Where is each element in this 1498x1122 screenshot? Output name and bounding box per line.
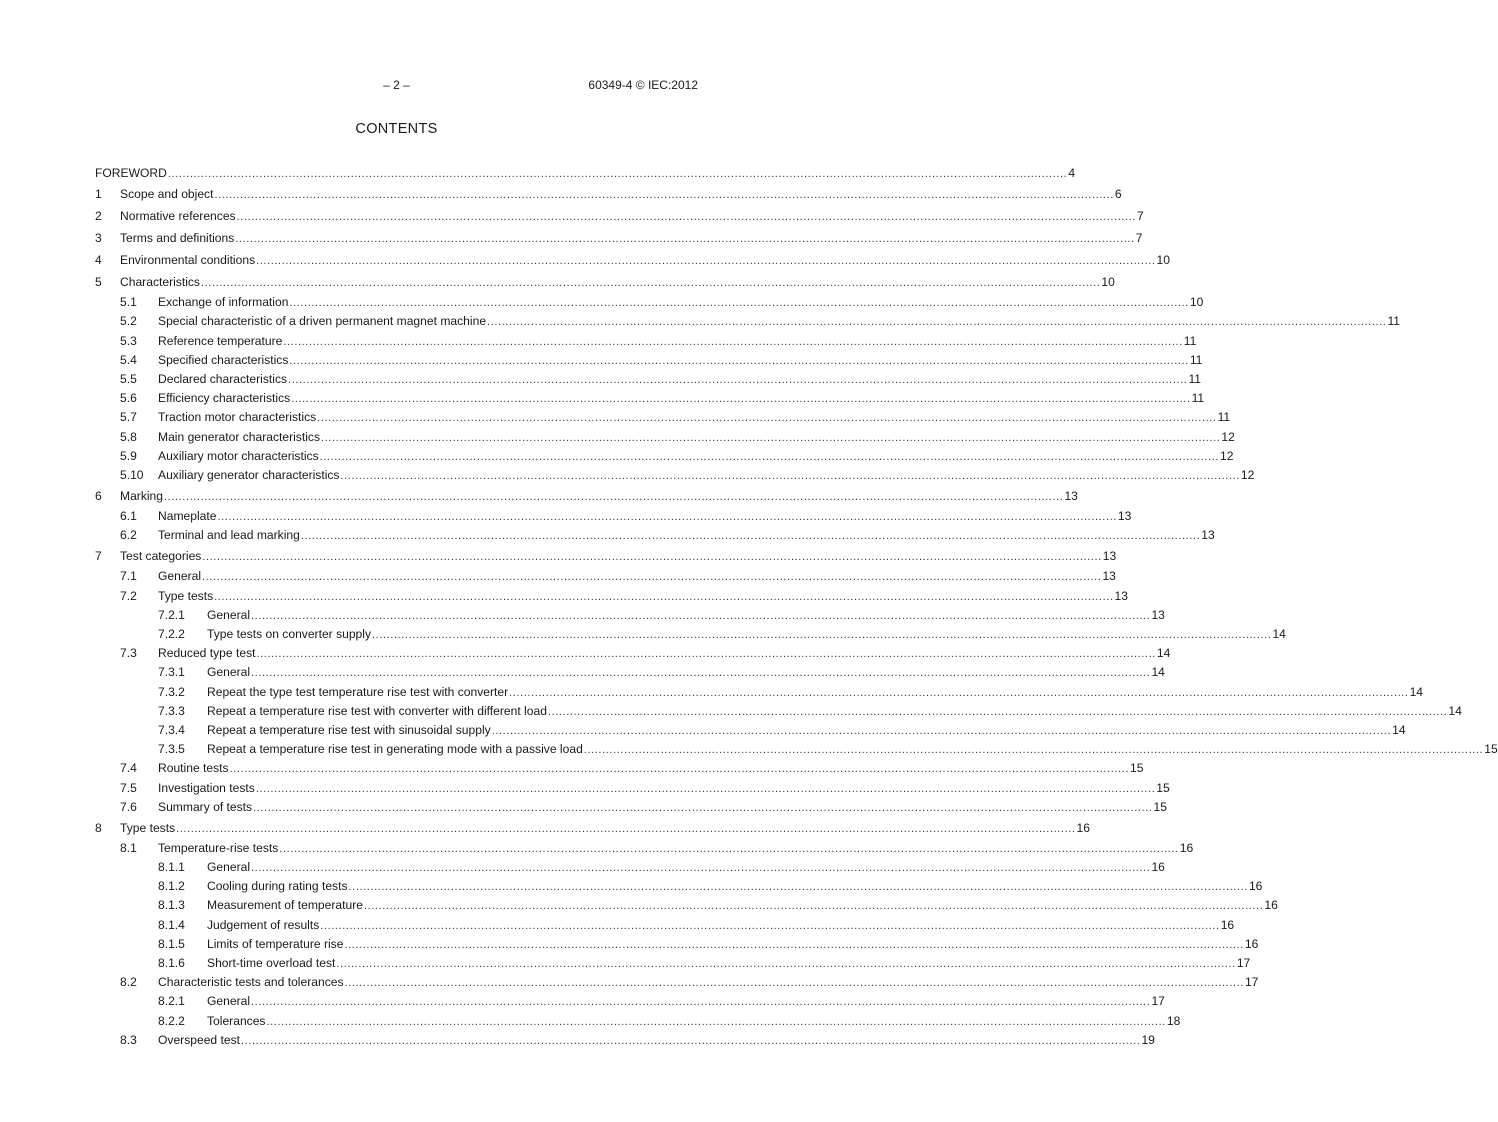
toc-entry-number: 7.3.2 xyxy=(158,684,185,699)
toc-dot-leader xyxy=(320,429,1220,448)
toc-entry-page: 10 xyxy=(1189,295,1204,310)
toc-dot-leader xyxy=(213,588,1113,607)
toc-entry-title: Traction motor characteristics xyxy=(158,410,317,425)
toc-entry-title: Environmental conditions xyxy=(120,253,256,268)
toc-entry-page: 14 xyxy=(1448,703,1462,718)
toc-entry-page: 18 xyxy=(1166,1013,1181,1028)
toc-entry-page: 16 xyxy=(1220,917,1235,932)
toc-entry-title: Special characteristic of a driven permanent magnet machine xyxy=(158,314,487,329)
toc-entry-title: Exchange of information xyxy=(158,295,289,310)
toc-entry-number: 5.7 xyxy=(120,410,137,425)
toc-entry-title: Type tests on converter supply xyxy=(207,627,372,641)
toc-entry[interactable] xyxy=(95,935,1259,954)
toc-dot-leader xyxy=(250,993,1150,1012)
toc-dot-leader xyxy=(363,897,1263,916)
toc-entry-page: 13 xyxy=(1117,509,1132,524)
toc-entry-page: 13 xyxy=(1102,569,1116,584)
toc-entry-page: 15 xyxy=(1130,761,1144,776)
toc-entry-page: 10 xyxy=(1101,275,1115,290)
toc-entry-title: Temperature-rise tests xyxy=(158,840,279,855)
toc-entry-title: Measurement of temperature xyxy=(207,898,363,913)
toc-entry-title: Reference temperature xyxy=(158,333,283,348)
toc-entry-number: 5.10 xyxy=(120,467,144,482)
toc-entry-page: 16 xyxy=(1076,820,1090,835)
toc-entry[interactable] xyxy=(95,644,1171,663)
toc-entry-page: 13 xyxy=(1064,489,1078,504)
toc-entry[interactable] xyxy=(95,896,1278,915)
toc-entry-title: Repeat a temperature rise test with sinusoidal supply xyxy=(207,722,491,737)
toc-entry-page: 16 xyxy=(1151,860,1165,875)
toc-entry-page: 14 xyxy=(1272,627,1286,641)
toc-entry-page: 16 xyxy=(1264,898,1278,913)
toc-entry-title: Marking xyxy=(120,489,164,504)
toc-entry-page: 11 xyxy=(1191,391,1205,406)
toc-entry-number: 7.3.1 xyxy=(158,665,185,680)
toc-entry-number: 7.3.5 xyxy=(158,742,185,757)
toc-entry-number: 6 xyxy=(95,489,102,504)
toc-entry-title: Characteristic tests and tolerances xyxy=(158,975,344,990)
toc-entry-page: 14 xyxy=(1156,646,1171,661)
toc-entry-number: 7.4 xyxy=(120,761,137,776)
toc-entry[interactable] xyxy=(95,916,1235,935)
toc-dot-leader xyxy=(491,722,1391,741)
toc-dot-leader xyxy=(201,568,1101,587)
toc-entry-number: 8.1.6 xyxy=(158,956,185,970)
toc-entry[interactable] xyxy=(95,683,1424,702)
toc-entry-number: 7.1 xyxy=(120,569,137,584)
toc-entry-page: 15 xyxy=(1153,799,1167,814)
toc-entry-title: Characteristics xyxy=(120,275,200,290)
toc-entry[interactable] xyxy=(95,858,1165,877)
toc-entry-title: General xyxy=(207,607,251,622)
toc-entry[interactable] xyxy=(95,817,1090,839)
toc-dot-leader xyxy=(217,508,1117,527)
toc-entry-number: 7.2 xyxy=(120,588,137,603)
toc-entry-number: 5.3 xyxy=(120,333,137,348)
toc-entry-page: 7 xyxy=(1135,231,1143,246)
toc-dot-leader xyxy=(344,974,1244,993)
toc-entry-number: 8.1.3 xyxy=(158,898,185,913)
toc-entry[interactable] xyxy=(95,1012,1181,1031)
toc-dot-leader xyxy=(290,390,1190,409)
toc-dot-leader xyxy=(167,165,1067,184)
toc-entry[interactable] xyxy=(95,227,1143,249)
toc-dot-leader xyxy=(282,333,1182,352)
toc-entry-page: 12 xyxy=(1221,429,1235,444)
toc-entry-number: 8.1.2 xyxy=(158,879,185,894)
toc-entry-page: 13 xyxy=(1151,607,1165,622)
toc-entry-title: Repeat a temperature rise test with converter with different load xyxy=(207,703,547,718)
toc-dot-leader xyxy=(288,352,1188,371)
toc-entry-page: 12 xyxy=(1220,448,1234,463)
toc-entry[interactable] xyxy=(95,1031,1155,1050)
toc-entry[interactable] xyxy=(95,271,1115,293)
toc-dot-leader xyxy=(348,878,1248,897)
toc-entry-title: Short-time overload test xyxy=(207,956,336,970)
toc-dot-leader xyxy=(200,272,1100,294)
toc-entry-number: 8 xyxy=(95,820,102,835)
toc-entry-number: 8.1.5 xyxy=(158,936,185,951)
toc-dot-leader xyxy=(175,818,1075,840)
toc-entry-page: 4 xyxy=(1068,166,1076,180)
toc-dot-leader xyxy=(201,546,1101,568)
toc-dot-leader xyxy=(319,448,1219,467)
toc-entry[interactable] xyxy=(95,625,1286,644)
toc-entry-page: 17 xyxy=(1236,956,1251,970)
toc-entry-page: 11 xyxy=(1189,352,1203,367)
toc-entry-title: General xyxy=(207,994,251,1009)
toc-entry-title: Declared characteristics xyxy=(158,371,288,386)
toc-entry-number: 6.2 xyxy=(120,528,137,543)
toc-entry-number: 5.1 xyxy=(120,295,137,310)
toc-entry-title: Test categories xyxy=(120,549,202,564)
toc-entry[interactable] xyxy=(95,567,1116,586)
toc-dot-leader xyxy=(547,703,1447,722)
toc-entry-page: 12 xyxy=(1240,467,1255,482)
toc-dot-leader xyxy=(250,859,1150,878)
toc-entry[interactable] xyxy=(95,507,1132,526)
toc-entry-page: 11 xyxy=(1183,333,1197,348)
toc-entry-number: 5.6 xyxy=(120,391,137,406)
page-number: – 2 – xyxy=(383,78,410,92)
toc-entry-number: 8.2.2 xyxy=(158,1013,185,1028)
toc-dot-leader xyxy=(319,917,1219,936)
toc-entry-title: Judgement of results xyxy=(207,917,320,932)
toc-entry-title: Efficiency characteristics xyxy=(158,391,291,406)
toc-entry[interactable] xyxy=(95,183,1122,205)
standard-reference: 60349-4 © IEC:2012 xyxy=(588,78,698,92)
toc-entry-number: 7 xyxy=(95,549,102,564)
toc-dot-leader xyxy=(343,936,1243,955)
toc-entry-page: 17 xyxy=(1244,975,1259,990)
toc-entry[interactable] xyxy=(95,973,1259,992)
toc-dot-leader xyxy=(250,664,1150,683)
toc-entry[interactable] xyxy=(95,663,1165,682)
toc-entry-number: 5.5 xyxy=(120,371,137,386)
page-title: CONTENTS xyxy=(355,121,438,137)
toc-dot-leader xyxy=(300,527,1200,546)
toc-entry-page: 15 xyxy=(1156,780,1170,795)
toc-entry[interactable] xyxy=(95,408,1231,427)
toc-entry-title: Terminal and lead marking xyxy=(158,528,300,543)
toc-entry-page: 16 xyxy=(1179,840,1194,855)
toc-entry[interactable] xyxy=(95,839,1194,858)
toc-entry[interactable] xyxy=(95,249,1170,271)
toc-entry-title: Type tests xyxy=(120,820,176,835)
toc-entry-title: Main generator characteristics xyxy=(158,429,320,444)
toc-dot-leader xyxy=(240,1032,1140,1051)
toc-entry[interactable] xyxy=(95,798,1167,817)
toc-entry[interactable] xyxy=(95,992,1165,1011)
toc-entry-number: 5.4 xyxy=(120,352,137,367)
toc-dot-leader xyxy=(583,741,1483,760)
toc-dot-leader xyxy=(288,294,1188,313)
toc-entry[interactable] xyxy=(95,740,1498,759)
toc-entry-number: 7.6 xyxy=(120,799,137,814)
toc-entry-number: 5.8 xyxy=(120,429,137,444)
toc-entry-page: 13 xyxy=(1201,528,1215,543)
toc-entry[interactable] xyxy=(95,587,1128,606)
toc-entry-title: Repeat a temperature rise test in generating mode with a passive load xyxy=(207,742,583,757)
toc-dot-leader xyxy=(316,409,1216,428)
toc-entry[interactable] xyxy=(95,370,1202,389)
table-of-contents xyxy=(95,164,1498,1050)
toc-entry-page: 14 xyxy=(1409,684,1424,699)
toc-dot-leader xyxy=(252,799,1152,818)
toc-dot-leader xyxy=(265,1013,1165,1032)
toc-entry-page: 14 xyxy=(1392,722,1406,737)
toc-entry-number: 5 xyxy=(95,275,102,290)
toc-dot-leader xyxy=(255,250,1155,272)
toc-entry-title: Auxiliary motor characteristics xyxy=(158,448,319,463)
toc-entry-title: Overspeed test xyxy=(158,1032,241,1047)
toc-entry[interactable] xyxy=(95,312,1401,331)
toc-entry[interactable] xyxy=(95,389,1205,408)
toc-entry-page: 7 xyxy=(1137,209,1144,224)
toc-entry-page: 17 xyxy=(1151,994,1165,1009)
toc-entry-number: 5.2 xyxy=(120,314,137,329)
toc-entry-title: Summary of tests xyxy=(158,799,253,814)
toc-entry-title: Repeat the type test temperature rise test with converter xyxy=(207,684,509,699)
toc-dot-leader xyxy=(213,184,1113,206)
toc-entry-title: Specified characteristics xyxy=(158,352,289,367)
toc-entry-page: 13 xyxy=(1114,588,1128,603)
toc-entry-title: Tolerances xyxy=(207,1013,266,1028)
toc-entry-title: Routine tests xyxy=(158,761,229,776)
toc-dot-leader xyxy=(278,840,1178,859)
toc-entry[interactable] xyxy=(95,721,1406,740)
toc-entry-number: 8.2.1 xyxy=(158,994,185,1009)
toc-entry-title: Normative references xyxy=(120,209,236,224)
toc-entry-page: 6 xyxy=(1114,187,1122,202)
toc-entry-number: 7.3.4 xyxy=(158,722,185,737)
toc-entry[interactable] xyxy=(95,526,1215,545)
toc-entry[interactable] xyxy=(95,205,1144,227)
toc-entry-title: Limits of temperature rise xyxy=(207,936,344,951)
toc-entry-title: Reduced type test xyxy=(158,646,256,661)
toc-entry-page: 13 xyxy=(1102,549,1117,564)
toc-entry[interactable] xyxy=(95,779,1170,798)
toc-dot-leader xyxy=(255,645,1155,664)
toc-entry-page: 11 xyxy=(1217,410,1231,425)
toc-entry-number: 7.2.1 xyxy=(158,607,185,622)
toc-entry[interactable] xyxy=(95,466,1255,485)
toc-entry[interactable] xyxy=(95,164,1076,183)
toc-entry-title: General xyxy=(207,665,251,680)
toc-entry[interactable] xyxy=(95,606,1165,625)
toc-dot-leader xyxy=(229,760,1129,779)
toc-entry-number: 8.1 xyxy=(120,840,137,855)
toc-dot-leader xyxy=(250,607,1150,626)
toc-entry-page: 11 xyxy=(1188,371,1202,386)
toc-dot-leader xyxy=(236,206,1136,228)
toc-entry-number: 4 xyxy=(95,253,102,268)
toc-entry-number: 5.9 xyxy=(120,448,137,463)
toc-entry[interactable] xyxy=(95,877,1263,896)
toc-dot-leader xyxy=(508,684,1408,703)
toc-entry-page: 19 xyxy=(1141,1032,1155,1047)
toc-entry[interactable] xyxy=(95,351,1203,370)
toc-entry-title: Auxiliary generator characteristics xyxy=(158,467,340,482)
toc-entry[interactable] xyxy=(95,485,1078,507)
toc-entry[interactable] xyxy=(95,293,1204,312)
toc-entry-title: Investigation tests xyxy=(158,780,255,795)
toc-entry-title: General xyxy=(207,860,251,875)
toc-dot-leader xyxy=(371,626,1271,645)
toc-entry-page: 11 xyxy=(1387,314,1401,329)
toc-dot-leader xyxy=(486,313,1386,332)
toc-entry-title: General xyxy=(158,569,202,584)
toc-entry-number: 8.1.4 xyxy=(158,917,185,932)
toc-dot-leader xyxy=(163,486,1063,508)
toc-entry-number: 1 xyxy=(95,187,102,202)
toc-entry-title: Terms and definitions xyxy=(120,231,235,246)
toc-entry-number: 7.2.2 xyxy=(158,627,185,641)
toc-entry-page: 10 xyxy=(1156,253,1170,268)
toc-entry-title: Cooling during rating tests xyxy=(207,879,348,894)
toc-entry-number: 6.1 xyxy=(120,509,137,524)
toc-entry[interactable] xyxy=(95,332,1197,351)
toc-entry[interactable] xyxy=(95,759,1144,778)
toc-entry-page: 16 xyxy=(1248,879,1263,894)
toc-entry[interactable] xyxy=(95,428,1235,447)
toc-dot-leader xyxy=(234,228,1134,250)
toc-entry-number: 7.3.3 xyxy=(158,703,185,718)
toc-entry-number: 8.2 xyxy=(120,975,137,990)
toc-entry-number: 2 xyxy=(95,209,102,224)
toc-entry-page: 16 xyxy=(1244,936,1259,951)
toc-entry-number: 7.5 xyxy=(120,780,137,795)
toc-entry-page: 14 xyxy=(1151,665,1165,680)
toc-entry[interactable] xyxy=(95,954,1251,973)
toc-entry-title: FOREWORD xyxy=(95,166,167,180)
toc-entry-title: Scope and object xyxy=(120,187,214,202)
toc-entry-title: Type tests xyxy=(158,588,214,603)
toc-entry[interactable] xyxy=(95,545,1117,567)
toc-entry-number: 7.3 xyxy=(120,646,137,661)
toc-entry[interactable] xyxy=(95,702,1462,721)
toc-dot-leader xyxy=(287,371,1187,390)
toc-entry[interactable] xyxy=(95,447,1234,466)
toc-entry-title: Nameplate xyxy=(158,509,217,524)
toc-entry-page: 15 xyxy=(1484,742,1498,757)
toc-entry-number: 3 xyxy=(95,231,102,246)
toc-entry-number: 8.1.1 xyxy=(158,860,185,875)
toc-entry-number: 8.3 xyxy=(120,1032,137,1047)
toc-dot-leader xyxy=(339,467,1239,486)
toc-dot-leader xyxy=(255,780,1155,799)
toc-dot-leader xyxy=(335,955,1235,974)
